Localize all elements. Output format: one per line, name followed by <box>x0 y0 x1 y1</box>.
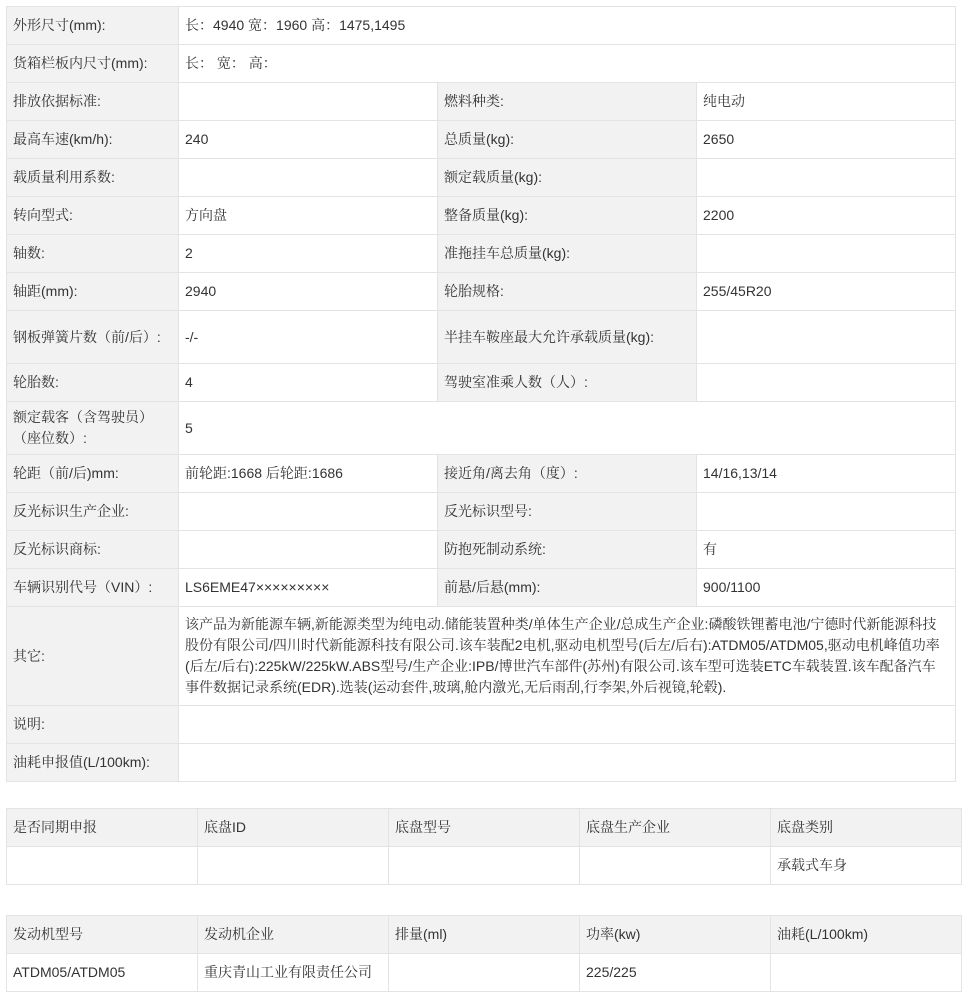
spec-value: 14/16,13/14 <box>697 455 956 493</box>
spec-label: 载质量利用系数: <box>7 159 179 197</box>
column-header: 功率(kw) <box>580 916 771 954</box>
spec-label: 驾驶室准乘人数（人）: <box>438 364 697 402</box>
spec-label: 接近角/离去角（度）: <box>438 455 697 493</box>
spec-label: 半挂车鞍座最大允许承载质量(kg): <box>438 311 697 364</box>
spec-value: 900/1100 <box>697 569 956 607</box>
spec-label: 外形尺寸(mm): <box>7 7 179 45</box>
spec-value: 长： 宽： 高： <box>179 45 956 83</box>
spec-label: 反光标识生产企业: <box>7 493 179 531</box>
column-header: 发动机企业 <box>198 916 389 954</box>
spec-value: 5 <box>179 402 956 455</box>
engine-header-row <box>7 916 962 954</box>
spec-label: 额定载质量(kg): <box>438 159 697 197</box>
spec-row <box>7 235 956 273</box>
spec-value <box>697 311 956 364</box>
spec-value <box>697 159 956 197</box>
spec-value: 2940 <box>179 273 438 311</box>
spec-value: 255/45R20 <box>697 273 956 311</box>
table-cell <box>580 847 771 885</box>
spec-other-notes: 该产品为新能源车辆,新能源类型为纯电动.储能装置种类/单体生产企业/总成生产企业:磷酸铁锂蓄电池/宁德时代新能源科技股份有限公司/四川时代新能源科技有限公司.该车装配2电机,驱动电机型号(后左/后右):ATDM05/ATDM05,驱动电机峰值功率(后左/后右):225kW/225kW.ABS型号/生产企业:IPB/博世汽车部件(苏州)有限公司.该车型可选装ETC车载装置.该车配备汽车事件数据记录系统(EDR).选装(运动套件,玻璃,舱内激光,无后雨刮,行李架,外后视镜,轮毂). <box>179 607 956 706</box>
spec-label: 说明: <box>7 706 179 744</box>
spec-value: 2200 <box>697 197 956 235</box>
spec-row-dimensions <box>7 7 956 45</box>
spec-row-remarks <box>7 706 956 744</box>
table-cell <box>389 954 580 992</box>
spec-value: LS6EME47××××××××× <box>179 569 438 607</box>
column-header: 底盘型号 <box>389 809 580 847</box>
spec-value: 前轮距:1668 后轮距:1686 <box>179 455 438 493</box>
spec-label: 轮距（前/后)mm: <box>7 455 179 493</box>
table-cell: ATDM05/ATDM05 <box>7 954 198 992</box>
spec-value <box>179 159 438 197</box>
table-cell <box>198 847 389 885</box>
table-cell: 重庆青山工业有限责任公司 <box>198 954 389 992</box>
chassis-table <box>6 808 962 885</box>
column-header: 底盘类别 <box>771 809 962 847</box>
spec-label: 防抱死制动系统: <box>438 531 697 569</box>
spec-value: 有 <box>697 531 956 569</box>
spec-label: 轴距(mm): <box>7 273 179 311</box>
spec-row <box>7 83 956 121</box>
spec-label: 燃料种类: <box>438 83 697 121</box>
spec-value <box>179 531 438 569</box>
spec-label: 最高车速(km/h): <box>7 121 179 159</box>
spec-label: 总质量(kg): <box>438 121 697 159</box>
spec-label: 准拖挂车总质量(kg): <box>438 235 697 273</box>
spec-label: 油耗申报值(L/100km): <box>7 744 179 782</box>
column-header: 是否同期申报 <box>7 809 198 847</box>
spec-value: 长：4940 宽：1960 高：1475,1495 <box>179 7 956 45</box>
spec-value <box>179 706 956 744</box>
spec-value <box>697 235 956 273</box>
table-cell <box>389 847 580 885</box>
spec-row <box>7 455 956 493</box>
spec-row <box>7 121 956 159</box>
spec-row-cargo-box <box>7 45 956 83</box>
spec-row <box>7 531 956 569</box>
spec-value: 240 <box>179 121 438 159</box>
spec-value <box>179 83 438 121</box>
spec-label: 额定载客（含驾驶员）（座位数）: <box>7 402 179 455</box>
spec-label: 车辆识别代号（VIN）: <box>7 569 179 607</box>
spec-value: 2650 <box>697 121 956 159</box>
spec-label: 排放依据标准: <box>7 83 179 121</box>
spec-row <box>7 159 956 197</box>
spec-label: 钢板弹簧片数（前/后）: <box>7 311 179 364</box>
column-header: 排量(ml) <box>389 916 580 954</box>
spec-label: 货箱栏板内尺寸(mm): <box>7 45 179 83</box>
spec-label: 转向型式: <box>7 197 179 235</box>
column-header: 底盘生产企业 <box>580 809 771 847</box>
spec-value: -/- <box>179 311 438 364</box>
spec-row <box>7 364 956 402</box>
spec-value: 方向盘 <box>179 197 438 235</box>
column-header: 底盘ID <box>198 809 389 847</box>
spec-label: 前悬/后悬(mm): <box>438 569 697 607</box>
spec-value: 纯电动 <box>697 83 956 121</box>
table-cell <box>771 954 962 992</box>
spec-row <box>7 273 956 311</box>
engine-table <box>6 915 962 992</box>
table-row <box>7 954 962 992</box>
table-cell: 承载式车身 <box>771 847 962 885</box>
column-header: 油耗(L/100km) <box>771 916 962 954</box>
spec-label: 轮胎规格: <box>438 273 697 311</box>
spec-value <box>179 744 956 782</box>
spec-value <box>697 493 956 531</box>
spec-value: 4 <box>179 364 438 402</box>
table-cell: 225/225 <box>580 954 771 992</box>
table-cell <box>7 847 198 885</box>
spec-label: 其它: <box>7 607 179 706</box>
spec-row <box>7 569 956 607</box>
spec-value: 2 <box>179 235 438 273</box>
spec-row <box>7 493 956 531</box>
table-row <box>7 847 962 885</box>
column-header: 发动机型号 <box>7 916 198 954</box>
spec-label: 反光标识商标: <box>7 531 179 569</box>
spec-value <box>179 493 438 531</box>
spec-label: 整备质量(kg): <box>438 197 697 235</box>
vehicle-spec-table <box>6 6 956 782</box>
spec-row-seats <box>7 402 956 455</box>
spec-value <box>697 364 956 402</box>
spec-row <box>7 197 956 235</box>
spec-label: 轮胎数: <box>7 364 179 402</box>
spec-row-fuel-consumption <box>7 744 956 782</box>
spec-row <box>7 311 956 364</box>
spec-label: 反光标识型号: <box>438 493 697 531</box>
spec-label: 轴数: <box>7 235 179 273</box>
spec-row-other <box>7 607 956 706</box>
chassis-header-row <box>7 809 962 847</box>
